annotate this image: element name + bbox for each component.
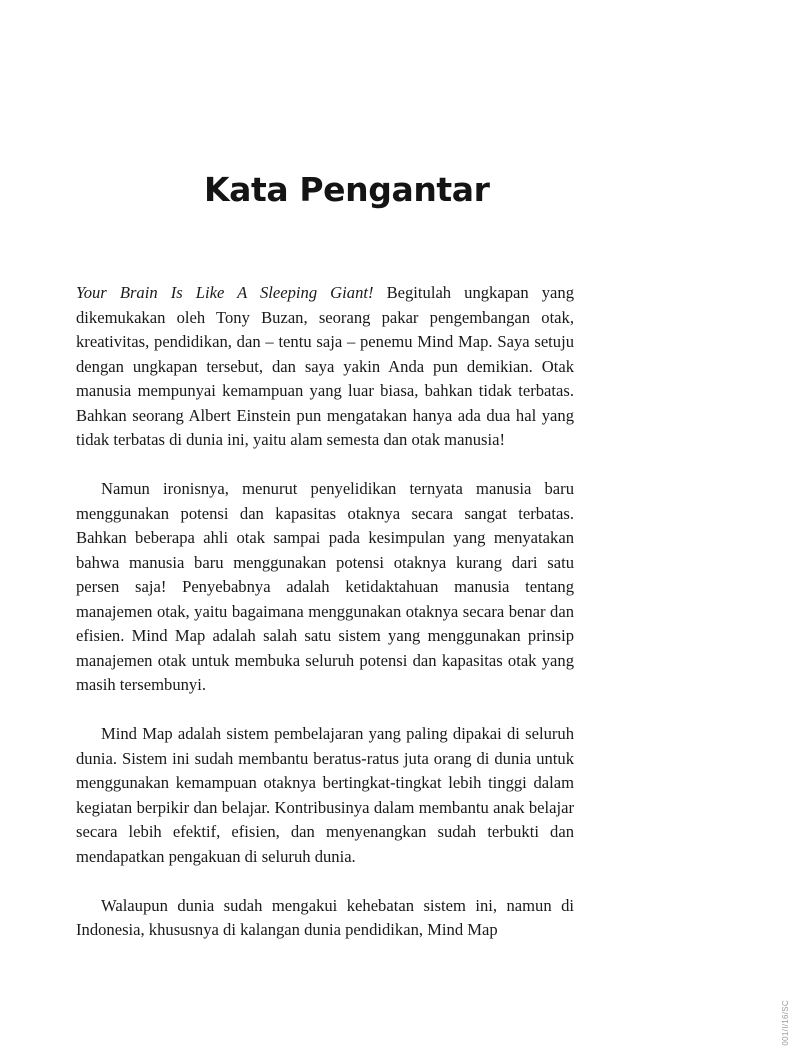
paragraph-1: [76, 281, 574, 453]
side-code: 001/I/16/SC: [781, 1000, 790, 1046]
paragraph-1-text: Begitulah ungkapan yang dikemukakan oleh Tony Buzan, seorang pakar pengembangan otak, kreativitas, pendidikan, dan – tentu saja – penemu Mind Map. Saya setuju dengan ungkapan tersebut, dan saya yakin Anda pun demikian. Otak manusia mempunyai kemampuan yang luar biasa, bahkan tidak terbatas. Bahkan seorang Albert Einstein pun mengatakan hanya ada dua hal yang tidak terbatas di dunia ini, yaitu alam semesta dan otak manusia!: [76, 283, 575, 449]
page-title: Kata Pengantar: [204, 170, 490, 209]
paragraph-4: Walaupun dunia sudah mengakui kehebatan sistem ini, namun di Indonesia, khususnya di kalangan dunia pendidikan, Mind Map: [76, 895, 574, 939]
paragraph-3: Mind Map adalah sistem pembelajaran yang paling dipakai di seluruh dunia. Sistem ini sudah membantu beratus-ratus juta orang di dunia untuk menggunakan kemampuan otaknya bertingkat-tingkat lebih tinggi dalam kegiatan berpikir dan belajar. Kontribusinya dalam membantu anak belajar secara lebih efektif, efisien, dan menyenangkan sudah terbukti dan mendapatkan pengakuan di seluruh dunia.: [76, 724, 574, 866]
body-text: [76, 281, 574, 943]
paragraph-2: Namun ironisnya, menurut penyelidikan ternyata manusia baru menggunakan potensi dan kapasitas otaknya secara sangat terbatas. Bahkan beberapa ahli otak sampai pada kesimpulan yang menyatakan bahwa manusia baru menggunakan potensi otaknya kurang dari satu persen saja! Penyebabnya adalah ketidaktahuan manusia tentang manajemen otak, yaitu bagaimana menggunakan otaknya secara benar dan efisien. Mind Map adalah salah satu sistem yang menggunakan prinsip manajemen otak untuk membuka seluruh potensi dan kapasitas otak yang masih tersembunyi.: [76, 479, 574, 694]
paragraph-1-italic-lead: Your Brain Is Like A Sleeping Giant!: [76, 283, 374, 302]
